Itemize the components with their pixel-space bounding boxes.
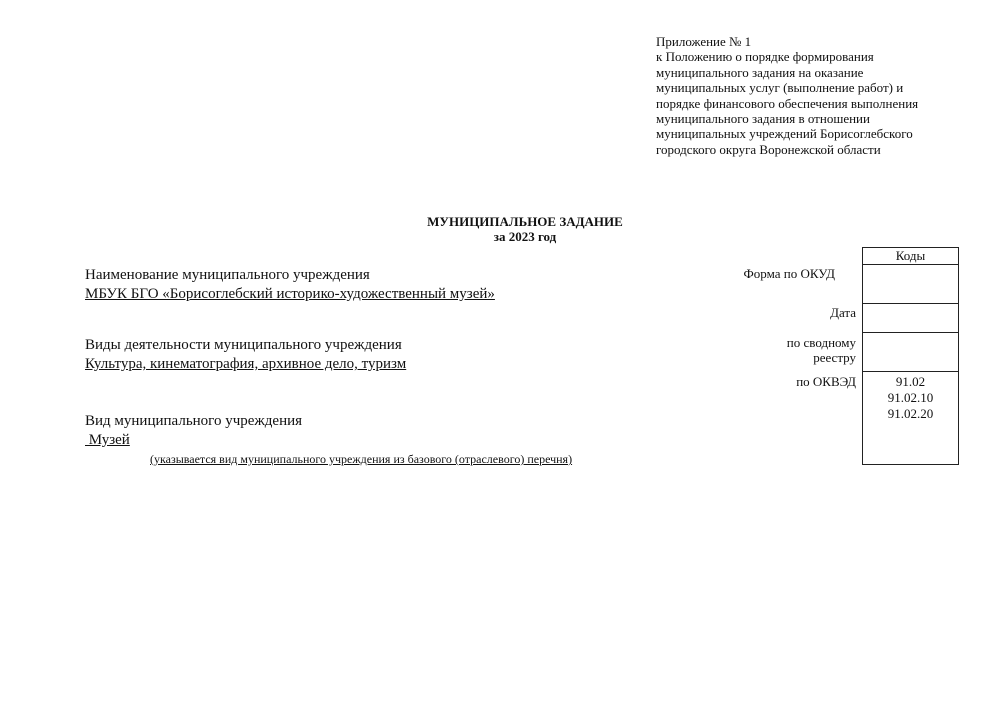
appendix-line: муниципального задания в отношении [656,111,870,127]
institution-label: Наименование муниципального учреждения [85,267,370,283]
okud-label: Форма по ОКУД [743,266,835,281]
okved-code: 91.02.10 [887,390,934,405]
appendix-note [656,34,986,157]
document-title [300,214,750,244]
okved-code: 91.02 [895,374,926,389]
appendix-line: Приложение № 1 [656,34,752,49]
activities-label: Виды деятельности муниципального учреждения [85,337,402,353]
registry-label [787,335,856,365]
okud-cell [863,265,958,304]
kind-value: Музей [85,432,130,448]
registry-label-line1: по сводному [786,335,856,350]
activities-value: Культура, кинематография, архивное дело, туризм [85,356,407,372]
appendix-line: городского округа Воронежской области [656,141,881,157]
kind-label: Вид муниципального учреждения [85,413,303,429]
kind-hint: (указывается вид муниципального учреждения из базового (отраслевого) перечня) [150,452,573,466]
date-cell [863,304,958,333]
okved-cell [863,372,958,464]
appendix-line: муниципального задания на оказание [656,64,864,80]
title-main: МУНИЦИПАЛЬНОЕ ЗАДАНИЕ [427,214,623,229]
okved-code: 91.02.20 [887,406,934,421]
codes-header-text: Коды [895,248,926,263]
okved-label: по ОКВЭД [796,374,856,389]
appendix-line: муниципальных учреждений Борисоглебского [656,126,913,142]
codes-table [862,247,959,465]
appendix-line: порядке финансового обеспечения выполнения [656,95,919,111]
date-label: Дата [830,305,856,320]
title-year: за 2023 год [493,229,557,244]
codes-header [863,248,958,265]
institution-value: МБУК БГО «Борисоглебский историко-художественный музей» [85,286,495,302]
registry-cell [863,333,958,372]
appendix-line: к Положению о порядке формирования [656,49,874,65]
appendix-line: муниципальных услуг (выполнение работ) и [656,80,904,96]
registry-label-line2: реестру [813,350,856,365]
